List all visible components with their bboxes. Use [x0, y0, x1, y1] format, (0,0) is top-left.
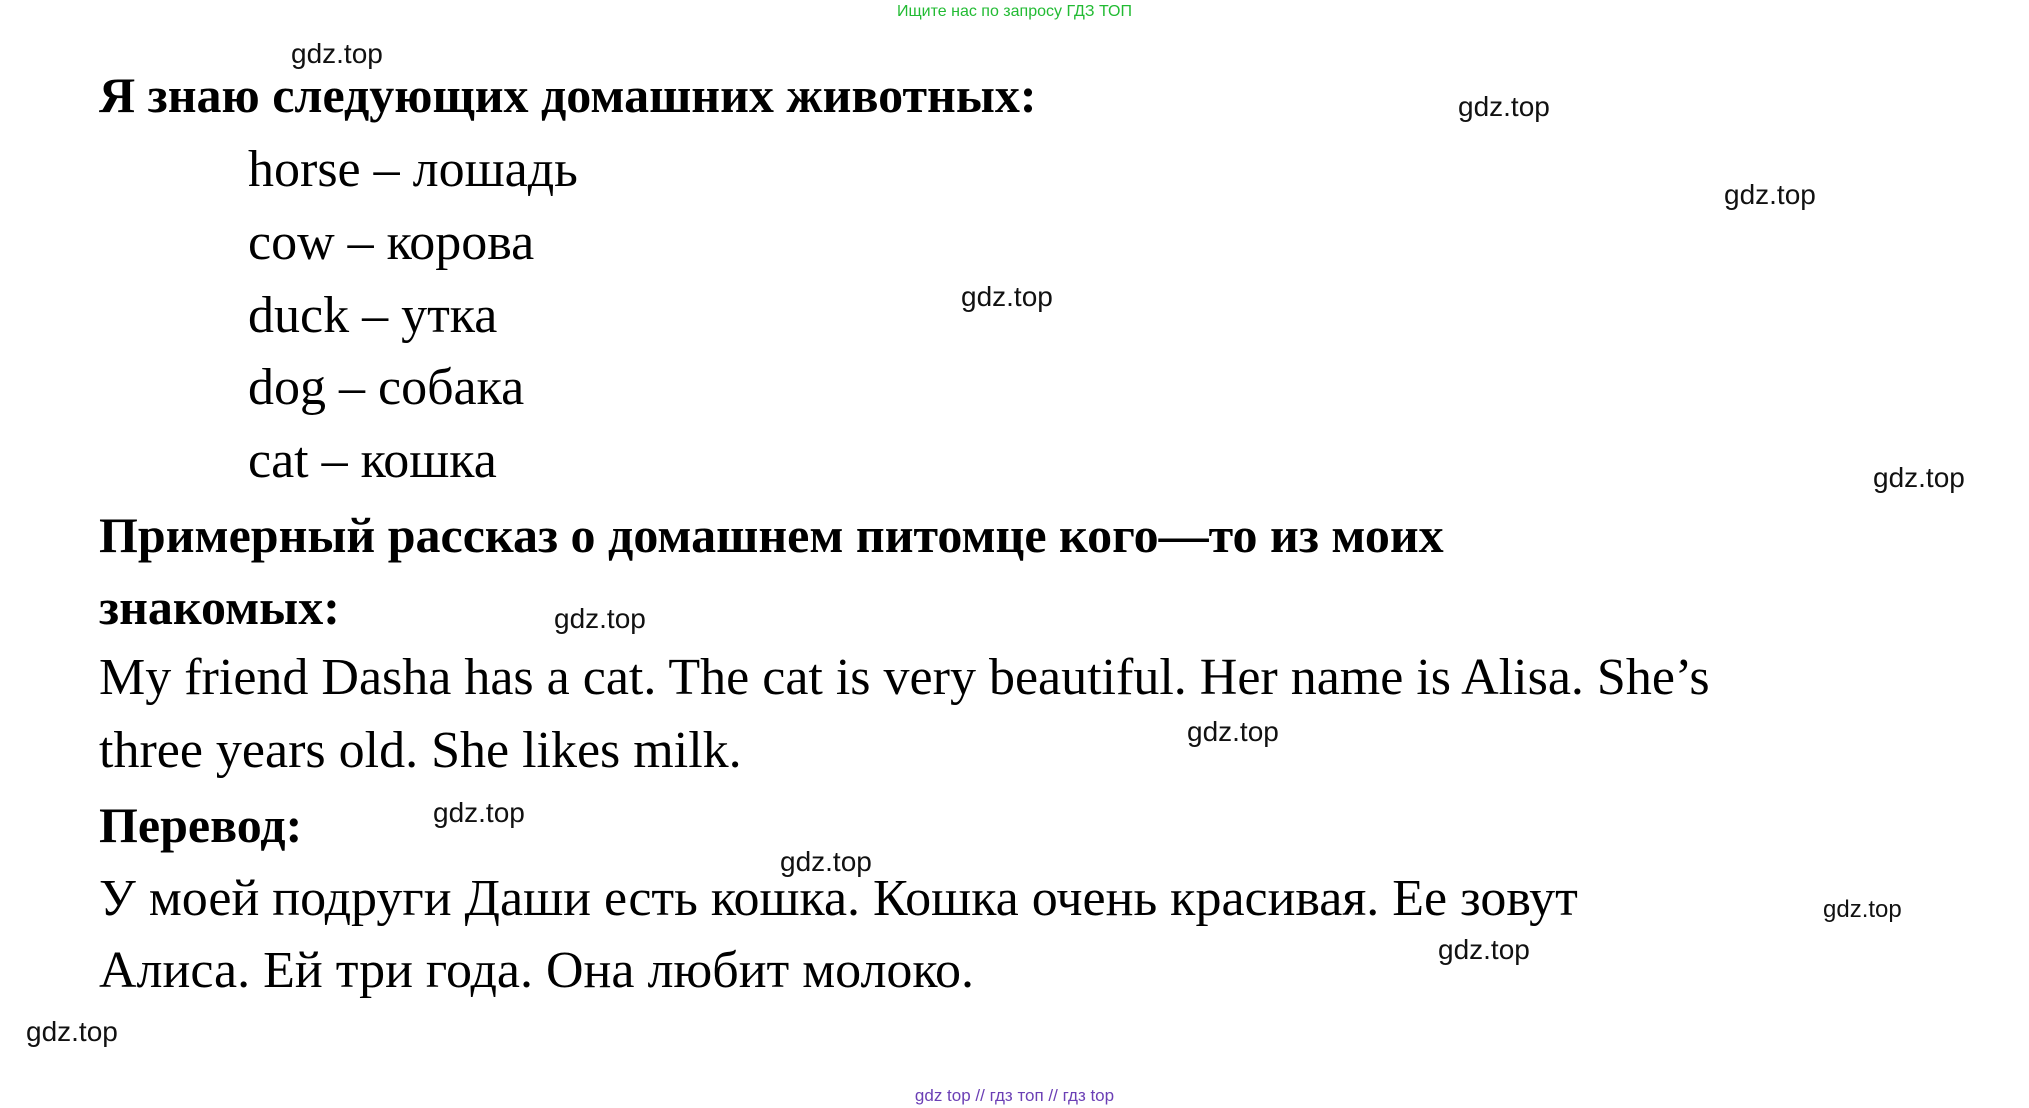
watermark: gdz.top — [780, 846, 872, 877]
vocab-item-dog: dog – собака — [248, 359, 525, 416]
watermark: gdz.top — [961, 281, 1053, 312]
watermark: gdz.top — [1724, 179, 1816, 210]
watermark: gdz.top — [291, 38, 383, 69]
watermark: gdz.top — [1187, 716, 1279, 747]
heading-domestic-animals: Я знаю следующих домашних животных: — [99, 67, 1037, 123]
watermark: gdz.top — [1458, 91, 1550, 122]
translation-line-2: Алиса. Ей три года. Она любит молоко. — [99, 942, 975, 999]
heading-translation: Перевод: — [99, 797, 303, 853]
story-line-1: My friend Dasha has a cat. The cat is very beautiful. Her name is Alisa. She’s — [99, 649, 1710, 706]
watermark: gdz.top — [554, 603, 646, 634]
translation-line-1: У моей подруги Даши есть кошка. Кошка очень красивая. Ее зовут — [99, 870, 1578, 927]
watermark: gdz.top — [26, 1016, 118, 1047]
vocab-item-duck: duck – утка — [248, 287, 498, 344]
vocab-item-horse: horse – лошадь — [248, 141, 578, 198]
watermark: gdz.top — [1438, 934, 1530, 965]
heading-sample-story-line-2: знакомых: — [99, 579, 340, 635]
vocab-item-cat: cat – кошка — [248, 432, 497, 489]
story-line-2: three years old. She likes milk. — [99, 722, 742, 779]
watermark: gdz.top — [1873, 462, 1965, 493]
footer-links: gdz top // гдз топ // гдз top — [914, 1086, 1115, 1105]
top-banner: Ищите нас по запросу ГДЗ ТОП — [897, 3, 1132, 20]
heading-sample-story-line-1: Примерный рассказ о домашнем питомце кого—то из моих — [99, 507, 1444, 563]
vocab-item-cow: cow – корова — [248, 214, 535, 271]
watermark: gdz.top — [1823, 896, 1902, 923]
watermark: gdz.top — [433, 797, 525, 828]
